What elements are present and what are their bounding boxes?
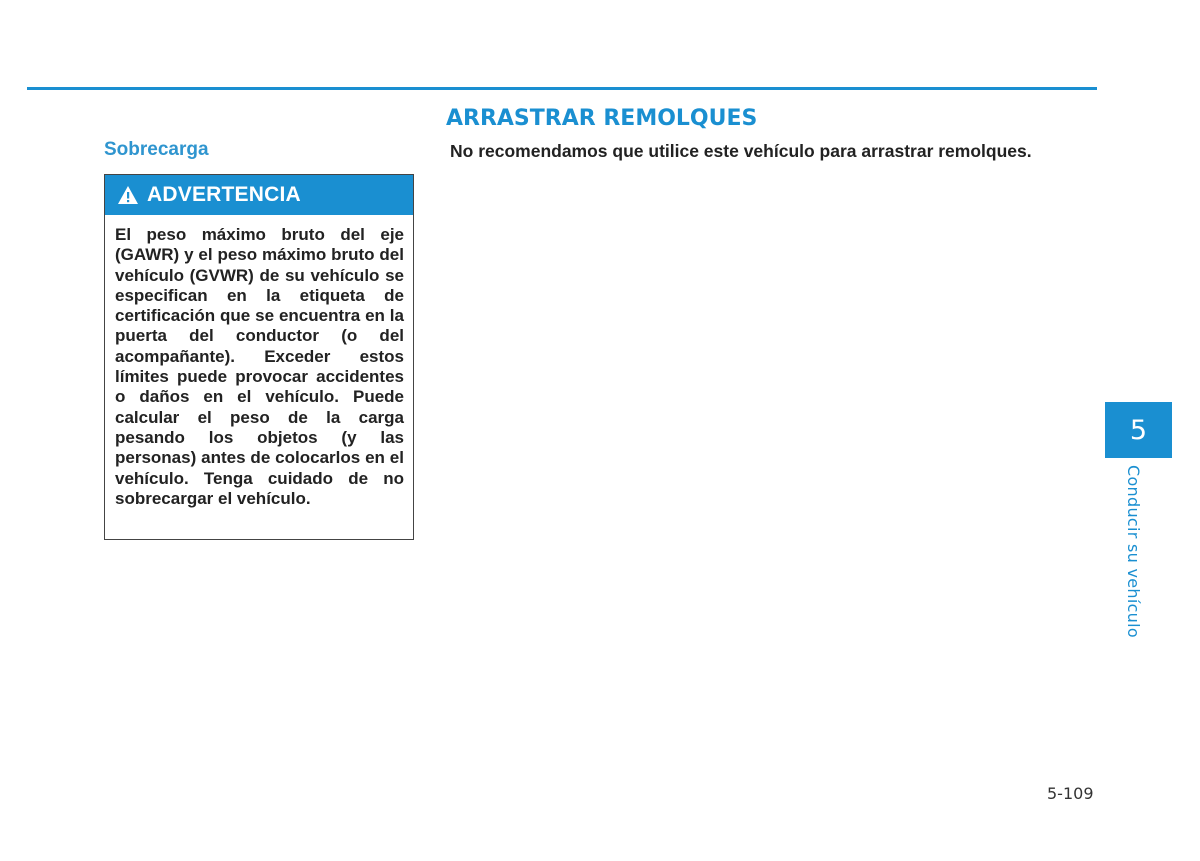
- section-heading: ARRASTRAR REMOLQUES: [446, 106, 758, 131]
- chapter-number: 5: [1129, 414, 1148, 446]
- header-rule: [27, 87, 1097, 90]
- chapter-label: Conducir su vehículo: [1124, 465, 1143, 638]
- section-text: No recomendamos que utilice este vehículo para arrastrar remolques.: [450, 141, 1032, 161]
- warning-header: [105, 175, 413, 215]
- warning-triangle-icon: [117, 185, 139, 205]
- subsection-heading: Sobrecarga: [104, 139, 209, 160]
- warning-body: El peso máximo bruto del eje (GAWR) y el peso máximo bruto del vehículo (GVWR) de su vehículo se especifican en la etiqueta de certificación que se encuentra en la puerta del conductor (o del acompañante). Exceder estos límites puede provocar accidentes o daños en el vehículo. Puede calcular el peso de la carga pesando los objetos (y las personas) antes de colocarlos en el vehículo. Tenga cuidado de no sobrecargar el vehículo.: [115, 225, 404, 508]
- page-number: 5-109: [1047, 784, 1094, 803]
- warning-title: ADVERTENCIA: [147, 183, 301, 206]
- chapter-tab[interactable]: [1105, 402, 1172, 458]
- warning-box: [104, 174, 414, 540]
